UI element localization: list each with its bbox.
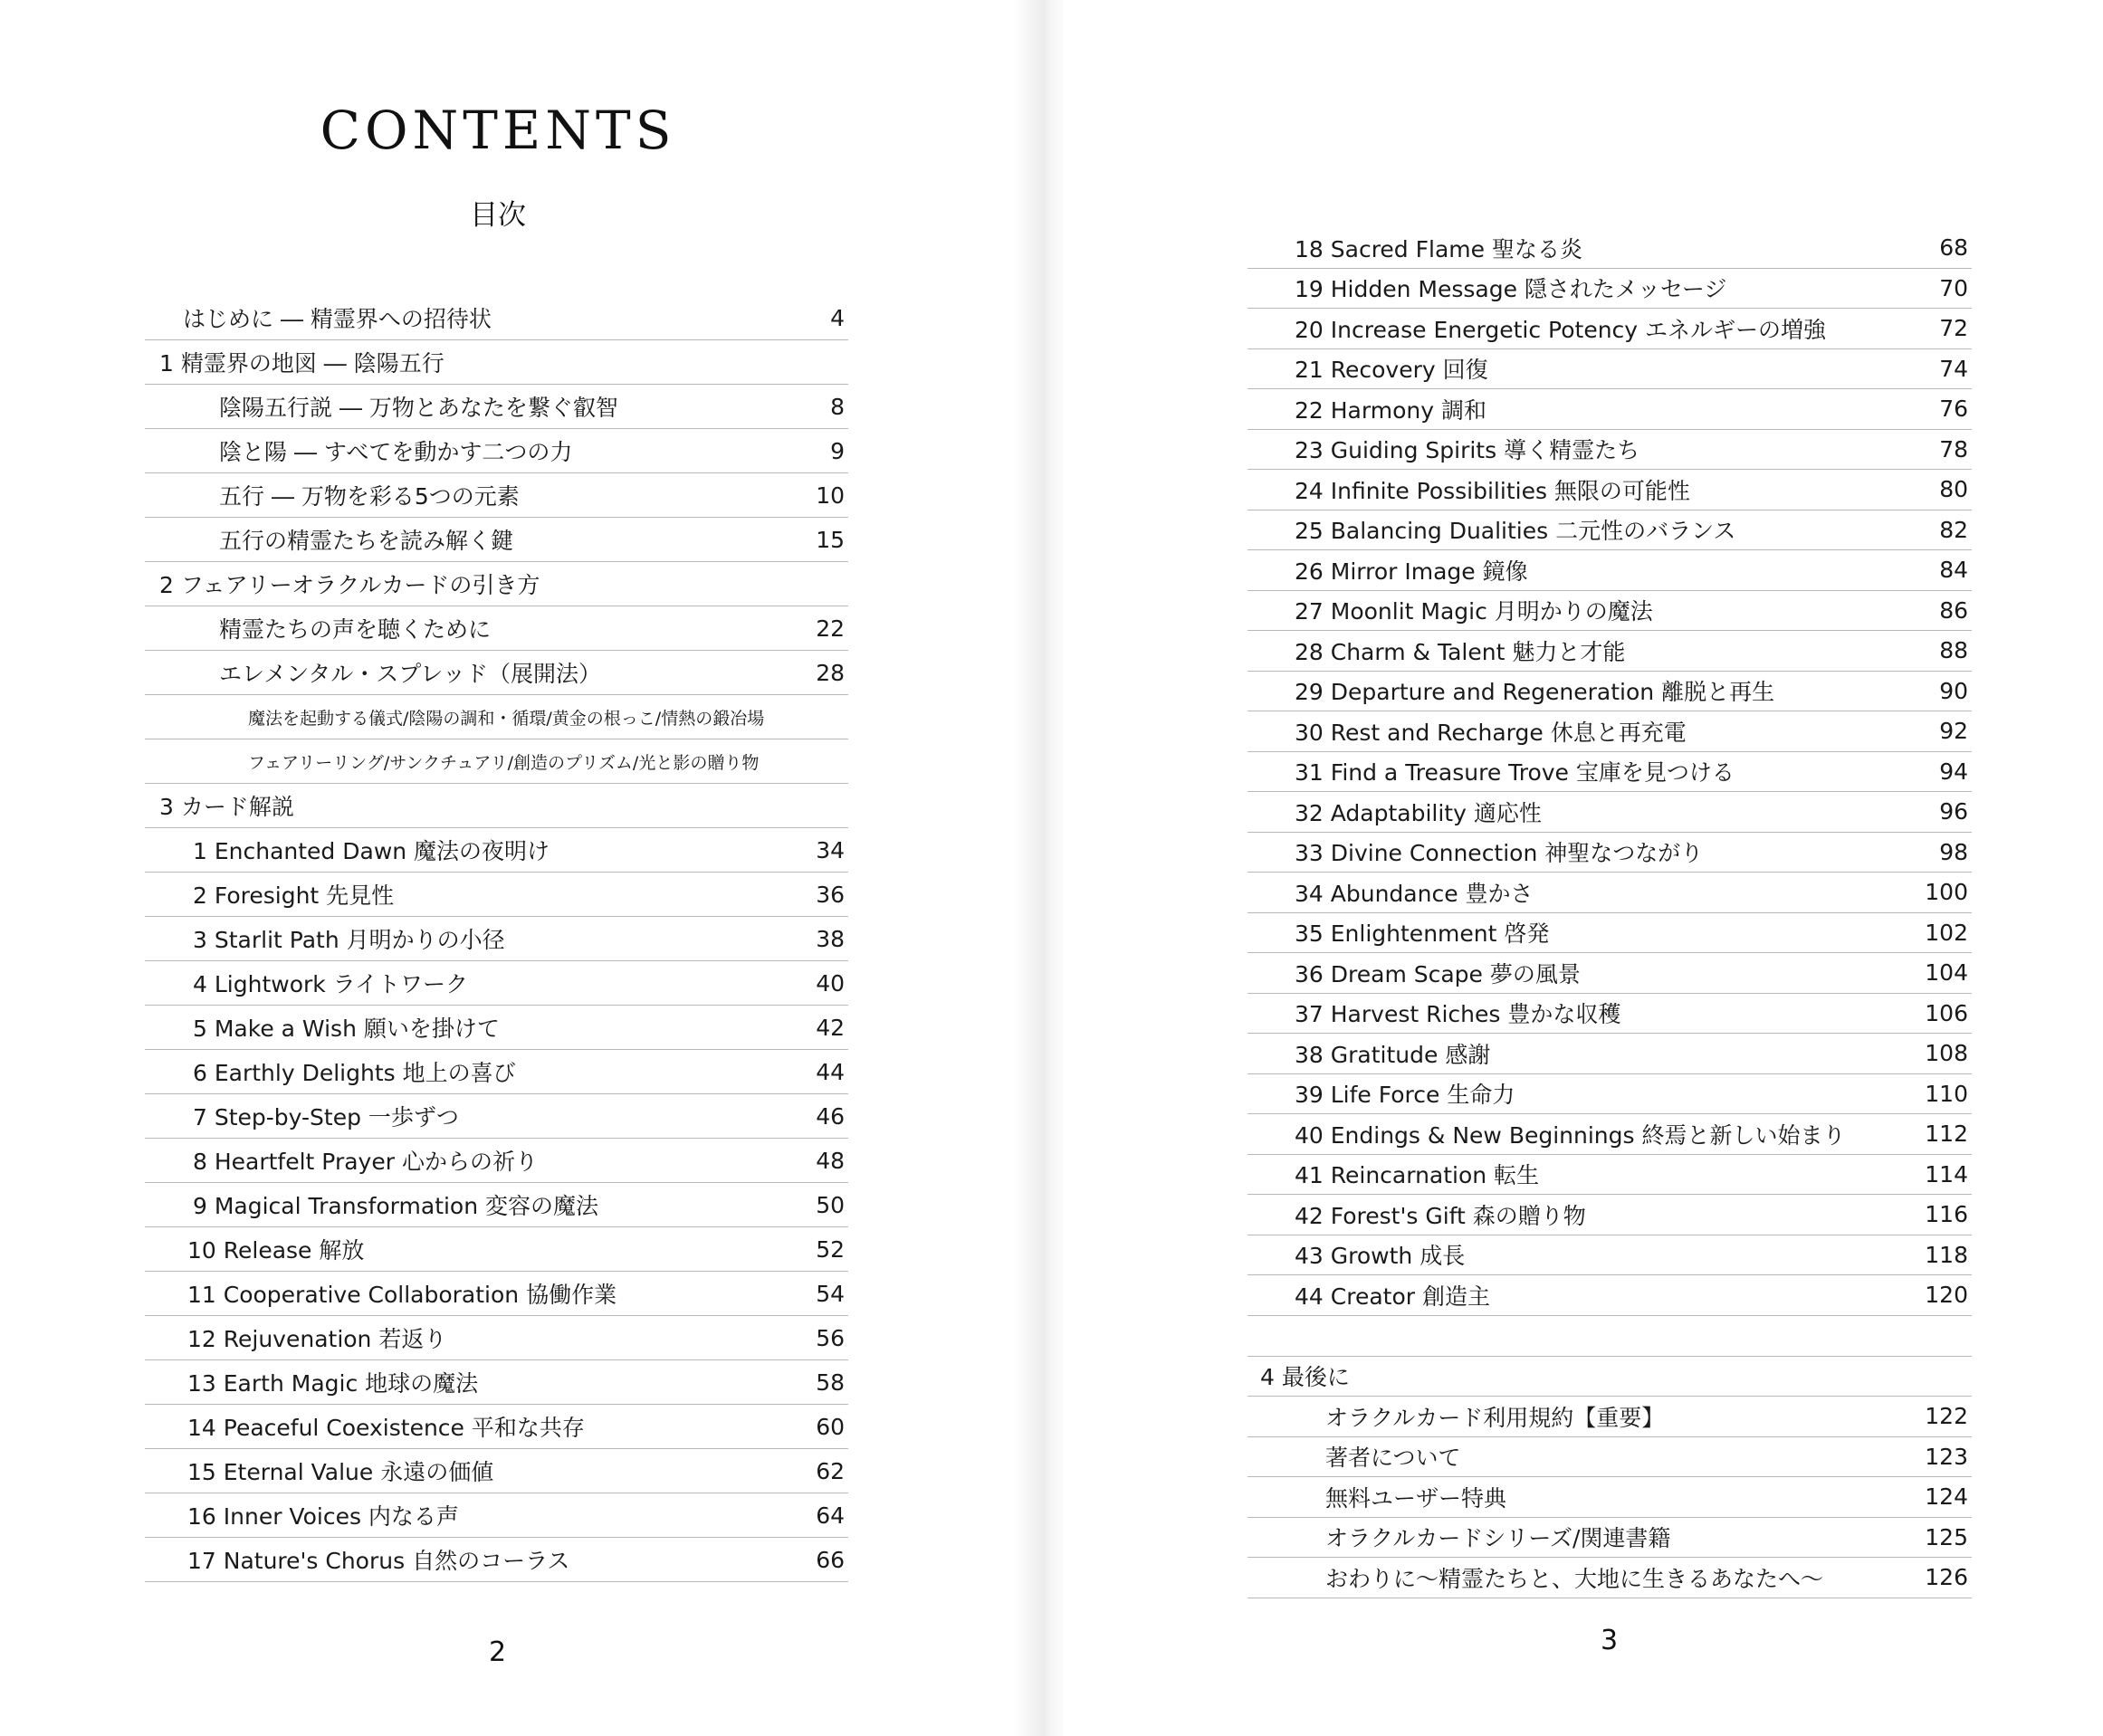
toc-entry-title: 24 Infinite Possibilities 無限の可能性 bbox=[1295, 477, 1690, 504]
toc-entry-title: オラクルカードシリーズ/関連書籍 bbox=[1325, 1525, 1671, 1552]
toc-entry bbox=[1247, 994, 1972, 1035]
toc-entry bbox=[1247, 711, 1972, 752]
toc-entry-page: 82 bbox=[1939, 516, 1968, 543]
toc-entry-title: 39 Life Force 生命力 bbox=[1295, 1082, 1515, 1109]
toc-entry-page: 96 bbox=[1939, 798, 1968, 825]
toc-entry-title: 38 Gratitude 感謝 bbox=[1295, 1041, 1491, 1068]
toc-entry-page: 116 bbox=[1925, 1201, 1968, 1228]
toc-entry-title: 2 フェアリーオラクルカードの引き方 bbox=[159, 572, 540, 598]
toc-entry bbox=[145, 429, 848, 473]
toc-divider bbox=[1247, 1316, 1972, 1357]
toc-entry-title: 著者について bbox=[1325, 1445, 1461, 1472]
toc-entry-page: 78 bbox=[1939, 435, 1968, 463]
toc-entry-title: 40 Endings & New Beginnings 終焉と新しい始まり bbox=[1295, 1121, 1846, 1149]
toc-entry-page: 122 bbox=[1925, 1403, 1968, 1430]
toc-entry-page: 46 bbox=[816, 1102, 845, 1130]
toc-entry-title: 20 Increase Energetic Potency エネルギーの増強 bbox=[1295, 316, 1827, 343]
toc-entry-page: 86 bbox=[1939, 596, 1968, 624]
toc-entry-title: オラクルカード利用規約【重要】 bbox=[1325, 1404, 1665, 1431]
toc-entry-page: 92 bbox=[1939, 718, 1968, 745]
toc-entry-page: 108 bbox=[1925, 1040, 1968, 1067]
toc-entry bbox=[1247, 1397, 1972, 1437]
toc-entry bbox=[1247, 1235, 1972, 1276]
toc-entry-title: 15 Eternal Value 永遠の価値 bbox=[187, 1459, 494, 1485]
toc-entry bbox=[145, 917, 848, 961]
toc-entry-title: 30 Rest and Recharge 休息と再充電 bbox=[1295, 719, 1687, 746]
toc-entry-page: 56 bbox=[816, 1324, 845, 1351]
toc-entry-title: 17 Nature's Chorus 自然のコーラス bbox=[187, 1548, 570, 1574]
toc-right bbox=[1247, 228, 1972, 1316]
toc-entry bbox=[1247, 1518, 1972, 1559]
page-subtitle: 目次 bbox=[470, 199, 526, 232]
toc-entry-title: 魔法を起動する儀式/陰陽の調和・循環/黄金の根っこ/情熱の鍛冶場 bbox=[248, 708, 765, 729]
toc-entry bbox=[1247, 913, 1972, 954]
toc-entry bbox=[1247, 1477, 1972, 1518]
toc-entry-page: 124 bbox=[1925, 1483, 1968, 1511]
toc-entry-page: 66 bbox=[816, 1546, 845, 1573]
toc-entry-title: 37 Harvest Riches 豊かな収穫 bbox=[1295, 1001, 1621, 1028]
toc-entry bbox=[1247, 1275, 1972, 1316]
toc-entry-page: 118 bbox=[1925, 1241, 1968, 1268]
toc-entry-page: 102 bbox=[1925, 919, 1968, 946]
toc-entry-title: 1 精霊界の地図 ― 陰陽五行 bbox=[159, 350, 444, 377]
toc-entry bbox=[145, 961, 848, 1006]
book-gutter bbox=[1014, 0, 1068, 1736]
toc-entry-title: 32 Adaptability 適応性 bbox=[1295, 799, 1542, 826]
toc-entry bbox=[145, 606, 848, 651]
toc-entry bbox=[145, 1449, 848, 1493]
toc-entry-page: 48 bbox=[816, 1147, 845, 1174]
toc-entry bbox=[1247, 1195, 1972, 1235]
toc-entry bbox=[145, 296, 848, 340]
toc-entry-page: 38 bbox=[816, 925, 845, 952]
toc-entry-title: 11 Cooperative Collaboration 協働作業 bbox=[187, 1282, 617, 1308]
toc-entry-page: 114 bbox=[1925, 1160, 1968, 1188]
toc-entry bbox=[1247, 792, 1972, 833]
toc-entry-title: 13 Earth Magic 地球の魔法 bbox=[187, 1370, 479, 1397]
toc-entry bbox=[1247, 1114, 1972, 1155]
toc-entry bbox=[1247, 1357, 1972, 1397]
toc-entry-title: 6 Earthly Delights 地上の喜び bbox=[193, 1060, 516, 1086]
toc-entry-page: 50 bbox=[816, 1191, 845, 1218]
toc-entry bbox=[1247, 228, 1972, 269]
page-number-right: 3 bbox=[1601, 1625, 1619, 1656]
toc-entry-page: 70 bbox=[1939, 274, 1968, 301]
toc-entry-page: 8 bbox=[830, 393, 845, 420]
toc-entry-page: 125 bbox=[1925, 1523, 1968, 1550]
page-title: CONTENTS bbox=[320, 100, 676, 161]
toc-entry-title: 25 Balancing Dualities 二元性のバランス bbox=[1295, 518, 1736, 545]
toc-entry bbox=[145, 1183, 848, 1227]
toc-entry-page: 60 bbox=[816, 1413, 845, 1440]
toc-entry bbox=[145, 518, 848, 562]
toc-entry-title: 35 Enlightenment 啓発 bbox=[1295, 920, 1550, 948]
toc-entry-title: 26 Mirror Image 鏡像 bbox=[1295, 558, 1528, 585]
toc-entry-title: おわりに〜精霊たちと、大地に生きるあなたへ〜 bbox=[1325, 1565, 1824, 1592]
toc-entry-title: エレメンタル・スプレッド（展開法） bbox=[219, 661, 602, 687]
toc-entry-page: 64 bbox=[816, 1502, 845, 1529]
toc-entry-title: 4 Lightwork ライトワーク bbox=[193, 971, 468, 997]
page-number-left: 2 bbox=[489, 1636, 507, 1668]
toc-entry-title: 29 Departure and Regeneration 離脱と再生 bbox=[1295, 679, 1775, 706]
toc-entry bbox=[1247, 470, 1972, 510]
toc-entry-title: 18 Sacred Flame 聖なる炎 bbox=[1295, 235, 1582, 262]
toc-entry bbox=[1247, 1437, 1972, 1478]
toc-entry-page: 76 bbox=[1939, 396, 1968, 423]
toc-entry-title: 10 Release 解放 bbox=[187, 1237, 365, 1264]
toc-entry-title: 9 Magical Transformation 変容の魔法 bbox=[193, 1193, 599, 1219]
toc-entry-title: 2 Foresight 先見性 bbox=[193, 882, 395, 909]
toc-entry bbox=[145, 1006, 848, 1050]
left-page bbox=[0, 0, 1050, 1736]
toc-entry bbox=[145, 1360, 848, 1405]
toc-entry-page: 88 bbox=[1939, 637, 1968, 664]
toc-entry-page: 62 bbox=[816, 1457, 845, 1484]
toc-entry-title: 3 カード解説 bbox=[159, 794, 294, 820]
toc-entry bbox=[145, 739, 848, 784]
toc-entry bbox=[1247, 953, 1972, 994]
toc-entry-title: 22 Harmony 調和 bbox=[1295, 396, 1486, 424]
toc-entry bbox=[1247, 631, 1972, 672]
toc-entry-page: 40 bbox=[816, 969, 845, 997]
toc-entry bbox=[1247, 833, 1972, 873]
toc-entry-title: 8 Heartfelt Prayer 心からの祈り bbox=[193, 1149, 538, 1175]
toc-entry-page: 98 bbox=[1939, 838, 1968, 865]
toc-entry bbox=[145, 1493, 848, 1538]
toc-entry bbox=[1247, 1034, 1972, 1074]
toc-entry bbox=[145, 473, 848, 518]
toc-entry-page: 120 bbox=[1925, 1282, 1968, 1309]
toc-entry-title: 28 Charm & Talent 魅力と才能 bbox=[1295, 638, 1626, 665]
toc-entry-page: 84 bbox=[1939, 557, 1968, 584]
toc-entry-page: 68 bbox=[1939, 234, 1968, 262]
toc-entry bbox=[1247, 430, 1972, 471]
toc-entry-title: 34 Abundance 豊かさ bbox=[1295, 880, 1534, 907]
toc-entry-page: 54 bbox=[816, 1280, 845, 1307]
toc-entry bbox=[1247, 873, 1972, 913]
toc-entry-page: 58 bbox=[816, 1369, 845, 1396]
toc-entry bbox=[1247, 269, 1972, 310]
toc-entry-title: 無料ユーザー特典 bbox=[1325, 1484, 1507, 1512]
toc-entry-page: 104 bbox=[1925, 959, 1968, 987]
toc-entry-page: 44 bbox=[816, 1058, 845, 1085]
toc-entry bbox=[145, 385, 848, 429]
toc-entry-title: 42 Forest's Gift 森の贈り物 bbox=[1295, 1202, 1586, 1229]
toc-entry bbox=[1247, 389, 1972, 430]
toc-entry-page: 90 bbox=[1939, 677, 1968, 704]
toc-entry bbox=[1247, 349, 1972, 390]
toc-entry-page: 110 bbox=[1925, 1080, 1968, 1107]
toc-entry-title: 33 Divine Connection 神聖なつながり bbox=[1295, 840, 1704, 867]
toc-right-closing bbox=[1247, 1316, 1972, 1598]
toc-entry-title: 23 Guiding Spirits 導く精霊たち bbox=[1295, 437, 1640, 464]
toc-entry-title: 19 Hidden Message 隠されたメッセージ bbox=[1295, 276, 1727, 303]
toc-entry-page: 94 bbox=[1939, 758, 1968, 785]
toc-entry-page: 42 bbox=[816, 1014, 845, 1041]
toc-entry-page: 123 bbox=[1925, 1443, 1968, 1470]
toc-entry-title: 五行の精霊たちを読み解く鍵 bbox=[219, 528, 514, 554]
toc-entry-page: 22 bbox=[816, 615, 845, 642]
toc-entry bbox=[145, 1272, 848, 1316]
toc-entry-page: 100 bbox=[1925, 879, 1968, 906]
toc-entry bbox=[1247, 1155, 1972, 1196]
toc-entry bbox=[145, 1538, 848, 1582]
toc-entry bbox=[1247, 752, 1972, 793]
toc-entry-title: 5 Make a Wish 願いを掛けて bbox=[193, 1016, 500, 1042]
toc-entry bbox=[145, 1094, 848, 1139]
toc-entry bbox=[145, 1139, 848, 1183]
toc-entry-page: 9 bbox=[830, 437, 845, 464]
toc-entry-title: 7 Step-by-Step 一歩ずつ bbox=[193, 1104, 459, 1130]
toc-entry bbox=[145, 340, 848, 385]
toc-entry-title: 陰陽五行説 ― 万物とあなたを繋ぐ叡智 bbox=[219, 395, 618, 421]
toc-entry bbox=[1247, 309, 1972, 349]
toc-entry-page: 74 bbox=[1939, 355, 1968, 382]
toc-entry-title: 1 Enchanted Dawn 魔法の夜明け bbox=[193, 838, 550, 864]
toc-entry bbox=[1247, 1074, 1972, 1115]
toc-entry-title: 41 Reincarnation 転生 bbox=[1295, 1162, 1540, 1189]
toc-entry-title: 16 Inner Voices 内なる声 bbox=[187, 1503, 459, 1530]
toc-entry bbox=[1247, 672, 1972, 712]
toc-entry-title: 31 Find a Treasure Trove 宝庫を見つける bbox=[1295, 759, 1735, 787]
toc-entry bbox=[1247, 510, 1972, 551]
toc-entry-title: 43 Growth 成長 bbox=[1295, 1243, 1466, 1270]
toc-entry-title: 21 Recovery 回復 bbox=[1295, 357, 1488, 384]
toc-entry-page: 106 bbox=[1925, 999, 1968, 1026]
toc-entry-title: 44 Creator 創造主 bbox=[1295, 1283, 1490, 1310]
toc-entry bbox=[145, 784, 848, 828]
toc-entry-page: 126 bbox=[1925, 1564, 1968, 1591]
toc-entry bbox=[145, 1050, 848, 1094]
toc-entry bbox=[145, 1227, 848, 1272]
toc-entry bbox=[1247, 1558, 1972, 1598]
toc-entry-title: 14 Peaceful Coexistence 平和な共存 bbox=[187, 1415, 585, 1441]
toc-entry bbox=[145, 873, 848, 917]
toc-entry-title: 3 Starlit Path 月明かりの小径 bbox=[193, 927, 505, 953]
toc-entry-title: 五行 ― 万物を彩る5つの元素 bbox=[219, 483, 520, 510]
toc-left bbox=[145, 296, 848, 1582]
toc-entry-page: 10 bbox=[816, 482, 845, 509]
toc-entry-page: 15 bbox=[816, 526, 845, 553]
toc-entry bbox=[1247, 550, 1972, 591]
toc-entry bbox=[145, 1405, 848, 1449]
toc-entry-page: 112 bbox=[1925, 1121, 1968, 1148]
toc-entry bbox=[145, 828, 848, 873]
toc-entry-title: フェアリーリング/サンクチュアリ/創造のプリズム/光と影の贈り物 bbox=[248, 752, 760, 773]
toc-entry-title: 精霊たちの声を聴くために bbox=[219, 616, 492, 643]
toc-entry-title: 4 最後に bbox=[1260, 1364, 1350, 1391]
toc-entry-title: 12 Rejuvenation 若返り bbox=[187, 1326, 447, 1352]
toc-entry-page: 80 bbox=[1939, 476, 1968, 503]
toc-entry-page: 4 bbox=[830, 304, 845, 331]
toc-entry bbox=[145, 1316, 848, 1360]
toc-entry-title: 27 Moonlit Magic 月明かりの魔法 bbox=[1295, 598, 1653, 625]
toc-entry bbox=[1247, 591, 1972, 632]
toc-entry-page: 34 bbox=[816, 836, 845, 863]
toc-entry-page: 72 bbox=[1939, 315, 1968, 342]
toc-entry-page: 52 bbox=[816, 1235, 845, 1263]
toc-entry bbox=[145, 562, 848, 606]
toc-entry-page: 28 bbox=[816, 659, 845, 686]
toc-entry-title: はじめに ― 精霊界への招待状 bbox=[183, 306, 492, 332]
toc-entry-page: 36 bbox=[816, 881, 845, 908]
toc-entry bbox=[145, 695, 848, 739]
toc-entry-title: 陰と陽 ― すべてを動かす二つの力 bbox=[219, 439, 573, 465]
toc-entry bbox=[145, 651, 848, 695]
toc-entry-title: 36 Dream Scape 夢の風景 bbox=[1295, 960, 1581, 987]
